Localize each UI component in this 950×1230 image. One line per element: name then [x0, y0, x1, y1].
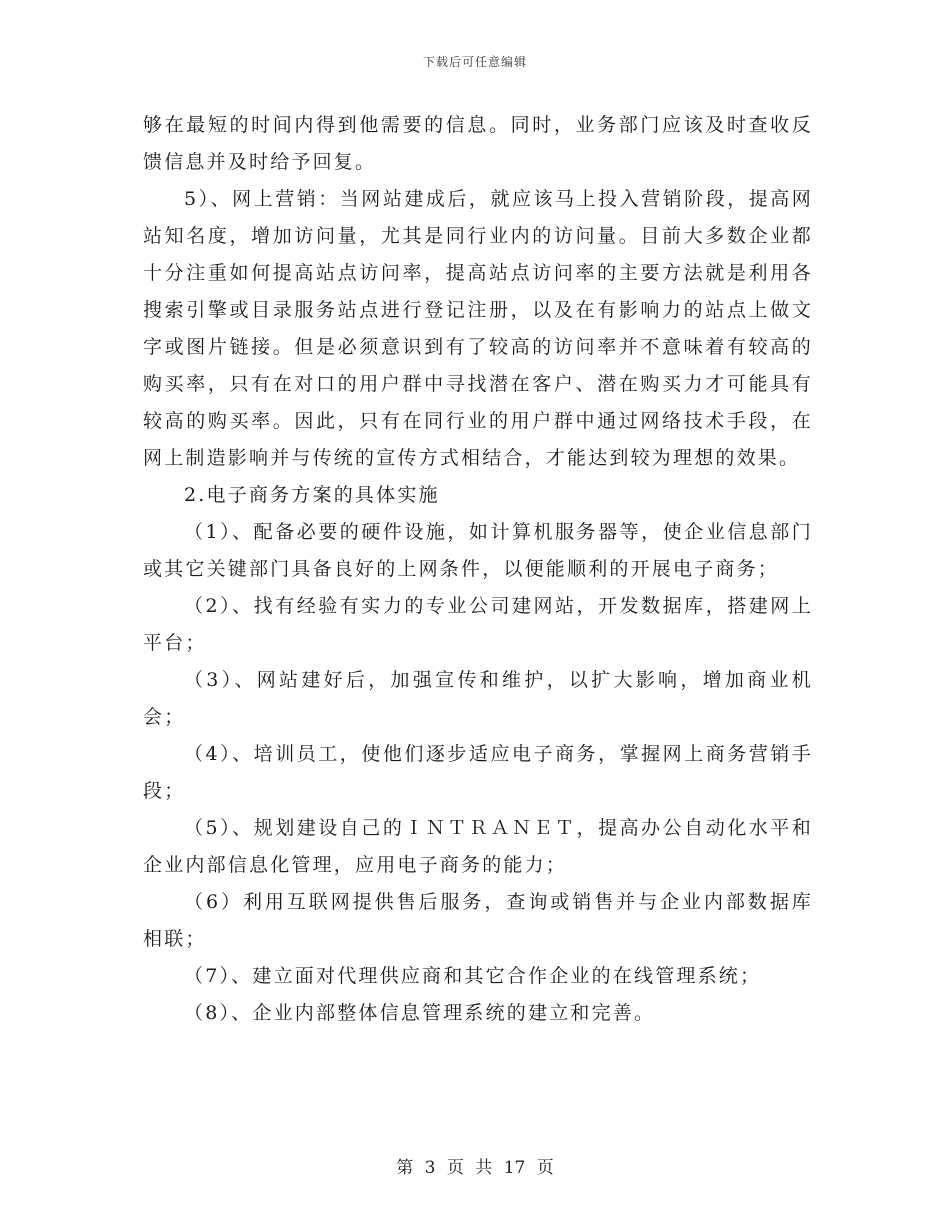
- page-header: 下载后可任意编辑: [422, 55, 527, 69]
- list-item: （6）利用互联网提供售后服务，查询或销售并与企业内部数据库相联；: [143, 891, 813, 950]
- list-item: （7）、建立面对代理供应商和其它合作企业的在线管理系统；: [184, 965, 762, 987]
- section-heading: 2.电子商务方案的具体实施: [184, 484, 440, 506]
- list-item: （4）、培训员工，使他们逐步适应电子商务，掌握网上商务营销手段；: [143, 743, 813, 802]
- page-footer: 第 3 页 共 17 页: [396, 1158, 554, 1178]
- list-item: （1）、配备必要的硬件设施，如计算机服务器等，使企业信息部门或其它关键部门具备良好的上网条件，以便能顺利的开展电子商务；: [143, 521, 813, 580]
- list-item: （8）、企业内部整体信息管理系统的建立和完善。: [184, 1002, 656, 1024]
- paragraph: 5）、网上营销：当网站建成后，就应该马上投入营销阶段，提高网站知名度，增加访问量，尤其是同行业内的访问量。目前大多数企业都十分注重如何提高站点访问率，提高站点访问率的主要方法就是利用各搜索引擎或目录服务站点进行登记注册，以及在有影响力的站点上做文字或图片链接。但是必须意识到有了较高的访问率并不意味着有较高的购买率，只有在对口的用户群中寻找潜在客户、潜在购买力才可能具有较高的购买率。因此，只有在同行业的用户群中通过网络技术手段，在网上制造影响并与传统的宣传方式相结合，才能达到较为理想的效果。: [143, 188, 813, 469]
- paragraph: 够在最短的时间内得到他需要的信息。同时，业务部门应该及时查收反馈信息并及时给予回复。: [143, 114, 813, 173]
- list-item: （5）、规划建设自己的ＩＮＴＲＡＮＥＴ，提高办公自动化水平和企业内部信息化管理，应用电子商务的能力；: [143, 817, 813, 876]
- document-body: [143, 107, 813, 1032]
- list-item: （3）、网站建好后，加强宣传和维护，以扩大影响，增加商业机会；: [143, 669, 813, 728]
- list-item: （2）、找有经验有实力的专业公司建网站，开发数据库，搭建网上平台；: [143, 595, 813, 654]
